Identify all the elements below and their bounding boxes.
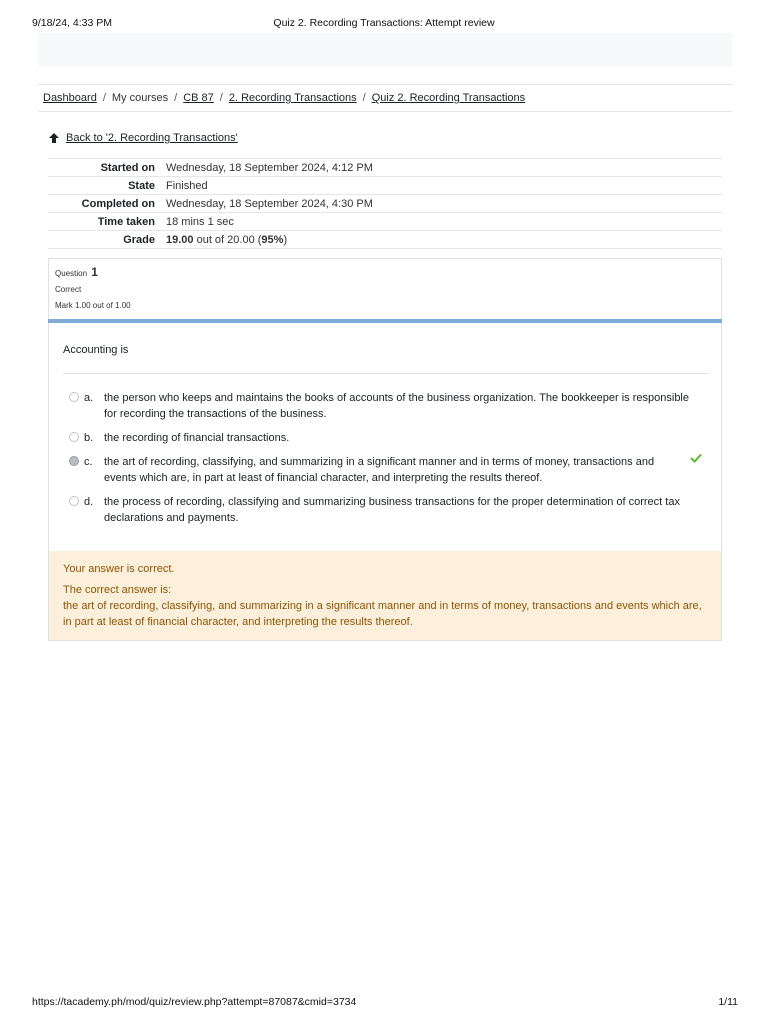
question-mark: Mark 1.00 out of 1.00 bbox=[55, 301, 131, 310]
summary-row bbox=[48, 195, 722, 213]
summary-row bbox=[48, 177, 722, 195]
answer-text: the person who keeps and maintains the books of accounts of the business organization. The bookkeeper is responsible for recording the transactions of the business. bbox=[104, 392, 689, 420]
question-status: Correct bbox=[55, 285, 82, 294]
summary-row-grade bbox=[48, 231, 722, 249]
breadcrumb-section[interactable]: 2. Recording Transactions bbox=[228, 92, 357, 104]
question-content bbox=[48, 323, 722, 551]
breadcrumb-separator: / bbox=[219, 92, 223, 104]
summary-value: 18 mins 1 sec bbox=[166, 213, 722, 231]
breadcrumb-separator: / bbox=[362, 92, 366, 104]
feedback-correct-answer: the art of recording, classifying, and summarizing in a significant manner and in terms of money, transactions and events which are, in part at least of financial character, and interpreting the results thereof. bbox=[63, 600, 702, 628]
grade-close: ) bbox=[283, 233, 288, 246]
summary-row bbox=[48, 159, 722, 177]
summary-value: Wednesday, 18 September 2024, 4:12 PM bbox=[166, 159, 722, 177]
breadcrumb bbox=[38, 84, 732, 112]
question-prefix: Question bbox=[55, 269, 88, 278]
summary-value: Wednesday, 18 September 2024, 4:30 PM bbox=[166, 195, 722, 213]
answer-text: the process of recording, classifying and summarizing business transactions for the proper determination of correct tax declarations and payments. bbox=[104, 496, 680, 524]
answer-letter: b. bbox=[84, 432, 94, 444]
question-info bbox=[48, 258, 722, 320]
summary-label: Started on bbox=[48, 159, 166, 177]
summary-label: Time taken bbox=[48, 213, 166, 231]
breadcrumb-quiz[interactable]: Quiz 2. Recording Transactions bbox=[371, 92, 526, 104]
breadcrumb-course[interactable]: CB 87 bbox=[183, 92, 214, 104]
summary-label: Completed on bbox=[48, 195, 166, 213]
breadcrumb-separator: / bbox=[102, 92, 106, 104]
attempt-summary-table bbox=[48, 158, 722, 249]
print-date: 9/18/24, 4:33 PM bbox=[32, 17, 112, 29]
answer-radio[interactable] bbox=[69, 432, 79, 442]
back-link[interactable] bbox=[48, 132, 238, 144]
question-divider bbox=[63, 373, 709, 374]
answer-text: the recording of financial transactions. bbox=[104, 432, 290, 444]
question-feedback bbox=[48, 551, 722, 641]
feedback-result: Your answer is correct. bbox=[63, 563, 175, 575]
grade-out-of: out of 20.00 ( bbox=[193, 233, 262, 246]
back-link-label[interactable]: Back to '2. Recording Transactions' bbox=[66, 132, 238, 144]
question-text: Accounting is bbox=[63, 344, 129, 356]
grade-score: 19.00 bbox=[166, 233, 194, 246]
answer-text: the art of recording, classifying, and summarizing in a significant manner and in terms of money, transactions and events which are, in part at least of financial character, and interpreting the results thereof. bbox=[104, 456, 655, 484]
breadcrumb-dashboard[interactable]: Dashboard bbox=[43, 92, 97, 104]
arrow-up-icon bbox=[48, 132, 60, 144]
answer-letter: c. bbox=[84, 456, 93, 468]
print-title: Quiz 2. Recording Transactions: Attempt review bbox=[273, 17, 495, 29]
breadcrumb-separator: / bbox=[174, 92, 178, 104]
summary-label: State bbox=[48, 177, 166, 195]
grade-percent: 95% bbox=[261, 233, 284, 246]
question-number-value: 1 bbox=[91, 265, 98, 279]
answer-radio[interactable] bbox=[69, 496, 79, 506]
correct-check-icon bbox=[690, 453, 702, 463]
answer-letter: a. bbox=[84, 392, 94, 404]
print-url: https://tacademy.ph/mod/quiz/review.php?attempt=87087&cmid=3734 bbox=[32, 996, 357, 1008]
answer-radio[interactable] bbox=[69, 392, 79, 402]
print-header bbox=[0, 17, 768, 33]
breadcrumb-my-courses: My courses bbox=[111, 92, 169, 104]
grade-value bbox=[166, 231, 722, 249]
answer-radio-selected[interactable] bbox=[69, 456, 79, 466]
question-number bbox=[55, 265, 715, 279]
summary-value: Finished bbox=[166, 177, 722, 195]
summary-row bbox=[48, 213, 722, 231]
grade-label: Grade bbox=[48, 231, 166, 249]
answer-letter: d. bbox=[84, 496, 94, 508]
top-banner bbox=[38, 33, 732, 67]
feedback-correct-label: The correct answer is: bbox=[63, 584, 172, 596]
print-page-number: 1/11 bbox=[718, 996, 738, 1008]
